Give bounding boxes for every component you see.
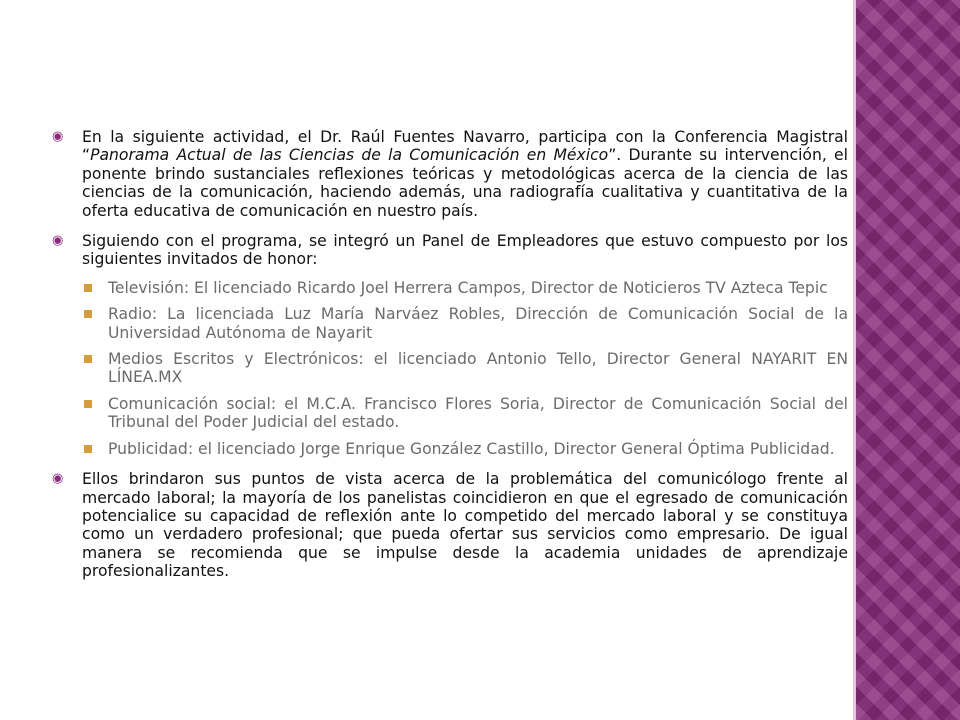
bullet-item: [52, 128, 848, 220]
bullet-text-part: ”. Durante su intervención, el ponente brindo sustanciales reflexiones teóricas y metodológicas acerca de la ciencia de las ciencias de la comunicación, haciendo además, una radiografía cualitativa y cuantitativa de la oferta educativa de comunicación en nuestro país.: [82, 146, 848, 220]
decorative-side-band: [856, 0, 960, 720]
square-bullet-icon: [84, 310, 92, 318]
sub-bullet-item: [52, 395, 848, 432]
sub-bullet-item: [52, 350, 848, 387]
bullet-text-part: En la siguiente actividad, el Dr. Raúl Fuentes Navarro, participa con la Conferencia Magistral “: [82, 128, 848, 165]
sub-bullet-text: Radio: La licenciada Luz María Narváez Robles, Dirección de Comunicación Social de la Universidad Autónoma de Nayarit: [108, 305, 848, 342]
slide-content: [52, 128, 848, 593]
sub-bullet-text: Medios Escritos y Electrónicos: el licenciado Antonio Tello, Director General NAYARIT EN LÍNEA.MX: [108, 350, 848, 387]
sub-bullet-item: [52, 279, 848, 297]
sub-bullet-text: Televisión: El licenciado Ricardo Joel Herrera Campos, Director de Noticieros TV Azteca Tepic: [108, 278, 828, 297]
square-bullet-icon: [84, 284, 92, 292]
sub-bullet-text: Comunicación social: el M.C.A. Francisco Flores Soria, Director de Comunicación Social del Tribunal del Poder Judicial del estado.: [108, 394, 848, 432]
circled-dot-icon: ◉: [52, 129, 64, 144]
circled-dot-icon: ◉: [52, 233, 64, 249]
sub-bullet-item: [52, 305, 848, 342]
bullet-text: Siguiendo con el programa, se integró un Panel de Empleadores que estuvo compuesto por los siguientes invitados de honor:: [82, 232, 848, 269]
square-bullet-icon: [84, 445, 92, 453]
bullet-item: [52, 232, 848, 269]
square-bullet-icon: [84, 400, 92, 408]
bullet-item: [52, 470, 848, 580]
conference-title: Panorama Actual de las Ciencias de la Comunicación en México: [90, 146, 609, 165]
bullet-text: Ellos brindaron sus puntos de vista acerca de la problemática del comunicólogo frente al mercado laboral; la mayoría de los panelistas coincidieron en que el egresado de comunicación potencialice su capacidad de reflexión ante lo competido del mercado laboral y se constituya como un verdadero profesional; que pueda ofertar sus servicios como empresario. De igual manera se recomienda que se impulse desde la academia unidades de aprendizaje profesionalizantes.: [82, 470, 848, 581]
sub-bullet-item: [52, 440, 848, 458]
circled-dot-icon: ◉: [52, 471, 64, 487]
sub-bullet-text: Publicidad: el licenciado Jorge Enrique González Castillo, Director General Óptima Publicidad.: [108, 439, 835, 458]
sub-bullet-list: [52, 279, 848, 458]
square-bullet-icon: [84, 355, 92, 363]
